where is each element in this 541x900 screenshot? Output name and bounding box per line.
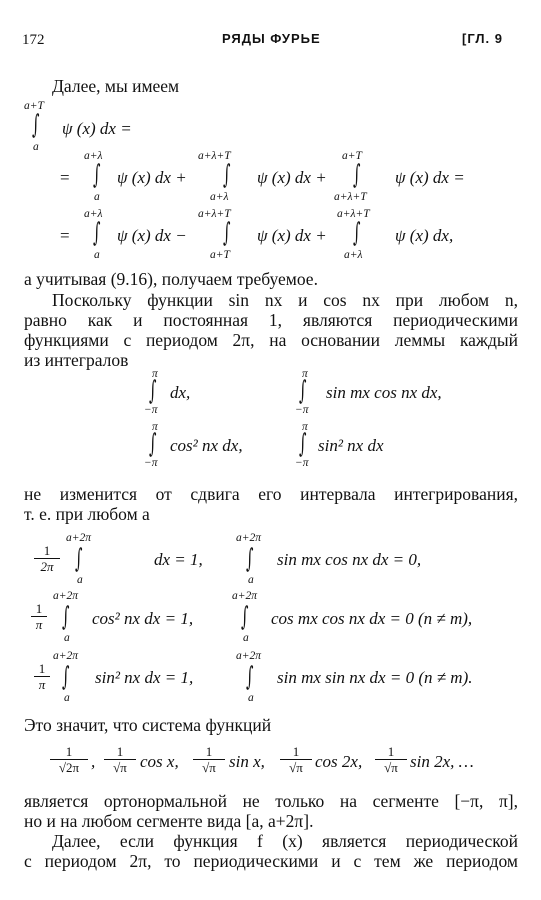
integrand: dx, xyxy=(170,383,191,402)
integrand: ψ (x) dx + xyxy=(257,168,327,187)
denominator: √2π xyxy=(50,759,88,775)
fraction xyxy=(34,661,50,692)
integral-sign: ∫ xyxy=(93,218,101,248)
numerator: 1 xyxy=(35,601,43,616)
page-number: 172 xyxy=(22,32,45,48)
integrand: ψ (x) dx + xyxy=(257,226,327,245)
upper-limit: a+λ+T xyxy=(198,208,231,220)
upper-limit: π xyxy=(152,421,158,433)
text-line: из интегралов xyxy=(24,350,129,370)
fraction xyxy=(280,744,312,775)
upper-limit: π xyxy=(302,368,308,380)
integral-sign: ∫ xyxy=(299,429,307,459)
denominator: √π xyxy=(375,759,407,775)
term: cos x, xyxy=(140,752,179,771)
integral-sign: ∫ xyxy=(353,218,361,248)
integrand: ψ (x) dx = xyxy=(62,119,132,138)
upper-limit: a+λ+T xyxy=(337,208,370,220)
lower-limit: a+T xyxy=(210,249,230,261)
lower-limit: −π xyxy=(295,404,309,416)
integrand: ψ (x) dx + xyxy=(117,168,187,187)
fraction xyxy=(375,744,407,775)
denominator: π xyxy=(31,616,47,632)
relation-left: dx = 1, xyxy=(154,550,203,569)
denominator: √π xyxy=(280,759,312,775)
denominator: √π xyxy=(104,759,136,775)
text-line: Далее, если функция f (x) является периодической xyxy=(52,831,518,851)
chapter-reference: [ГЛ. 9 xyxy=(462,31,503,46)
upper-limit: a+2π xyxy=(236,650,262,662)
numerator: 1 xyxy=(387,744,395,759)
lower-limit: a xyxy=(248,692,254,704)
integral-sign: ∫ xyxy=(62,662,70,692)
relation-right: cos mx cos nx dx = 0 (n ≠ m), xyxy=(271,609,473,628)
upper-limit: a+2π xyxy=(232,590,258,602)
equals-sign: = xyxy=(60,168,70,187)
fraction xyxy=(50,744,88,775)
upper-limit: a+λ xyxy=(84,150,103,162)
text-line: но и на любом сегменте вида [a, a+2π]. xyxy=(24,811,314,831)
lower-limit: a xyxy=(243,632,249,644)
integrand: cos² nx dx, xyxy=(170,436,243,455)
denominator: π xyxy=(34,676,50,692)
numerator: 1 xyxy=(205,744,213,759)
integral-sign: ∫ xyxy=(149,429,157,459)
lower-limit: a xyxy=(248,574,254,586)
equals-sign: = xyxy=(60,226,70,245)
upper-limit: a+2π xyxy=(53,590,79,602)
upper-limit: a+2π xyxy=(66,532,92,544)
lower-limit: a xyxy=(64,692,70,704)
upper-limit: a+λ+T xyxy=(198,150,231,162)
integrand: ψ (x) dx, xyxy=(395,226,454,245)
integral-sign: ∫ xyxy=(32,110,40,140)
integral-sign: ∫ xyxy=(241,602,249,632)
integral-sign: ∫ xyxy=(246,544,254,574)
integral-sign: ∫ xyxy=(223,218,231,248)
numerator: 1 xyxy=(43,543,51,558)
lower-limit: a xyxy=(77,574,83,586)
upper-limit: a+T xyxy=(342,150,362,162)
lower-limit: a+λ xyxy=(210,191,229,203)
lower-limit: −π xyxy=(144,404,158,416)
fraction xyxy=(34,543,60,574)
relation-right: sin mx cos nx dx = 0, xyxy=(277,550,422,569)
upper-limit: a+2π xyxy=(236,532,262,544)
text-line: Это значит, что система функций xyxy=(24,715,272,735)
fraction xyxy=(104,744,136,775)
numerator: 1 xyxy=(38,661,46,676)
integral-sign: ∫ xyxy=(353,160,361,190)
integral-sign: ∫ xyxy=(246,662,254,692)
denominator: 2π xyxy=(34,558,60,574)
lower-limit: a+λ xyxy=(344,249,363,261)
integral-sign: ∫ xyxy=(299,376,307,406)
integral-sign: ∫ xyxy=(75,544,83,574)
integrand: sin² nx dx xyxy=(318,436,384,455)
integrand: ψ (x) dx − xyxy=(117,226,187,245)
relation-left: sin² nx dx = 1, xyxy=(95,668,194,687)
lower-limit: −π xyxy=(144,457,158,469)
relation-right: sin mx sin nx dx = 0 (n ≠ m). xyxy=(277,668,473,687)
term: cos 2x, xyxy=(315,752,363,771)
lower-limit: a xyxy=(33,141,39,153)
separator: , xyxy=(91,752,96,771)
relation-left: cos² nx dx = 1, xyxy=(92,609,194,628)
running-title: РЯДЫ ФУРЬЕ xyxy=(222,31,321,46)
numerator: 1 xyxy=(292,744,300,759)
integrand: ψ (x) dx = xyxy=(395,168,465,187)
term: sin x, xyxy=(229,752,265,771)
term: sin 2x, … xyxy=(410,752,474,771)
upper-limit: a+λ xyxy=(84,208,103,220)
text-line: функциями с периодом 2π, на основании леммы каждый xyxy=(24,330,518,350)
fraction xyxy=(31,601,47,632)
integral-sign: ∫ xyxy=(149,376,157,406)
upper-limit: π xyxy=(152,368,158,380)
lower-limit: a xyxy=(94,191,100,203)
integrand: sin mx cos nx dx, xyxy=(326,383,442,402)
upper-limit: π xyxy=(302,421,308,433)
numerator: 1 xyxy=(116,744,124,759)
integral-sign: ∫ xyxy=(62,602,70,632)
denominator: √π xyxy=(193,759,225,775)
text-line: является ортонормальной не только на сегменте [−π, π], xyxy=(24,791,518,811)
fraction xyxy=(193,744,225,775)
lower-limit: −π xyxy=(295,457,309,469)
text-line: с периодом 2π, то периодическими и с тем же периодом xyxy=(24,851,518,871)
text-line: не изменится от сдвига его интервала интегрирования, xyxy=(24,484,518,504)
integral-sign: ∫ xyxy=(223,160,231,190)
intro-line: Далее, мы имеем xyxy=(52,76,180,96)
lower-limit: a xyxy=(64,632,70,644)
numerator: 1 xyxy=(65,744,73,759)
upper-limit: a+T xyxy=(24,100,44,112)
text-line: равно как и постоянная 1, являются периодическими xyxy=(24,310,518,330)
upper-limit: a+2π xyxy=(53,650,79,662)
text-line: а учитывая (9.16), получаем требуемое. xyxy=(24,269,318,289)
integral-sign: ∫ xyxy=(93,160,101,190)
lower-limit: a+λ+T xyxy=(334,191,367,203)
text-line: т. е. при любом a xyxy=(24,504,150,524)
text-line: Поскольку функции sin nx и cos nx при любом n, xyxy=(52,290,518,310)
lower-limit: a xyxy=(94,249,100,261)
